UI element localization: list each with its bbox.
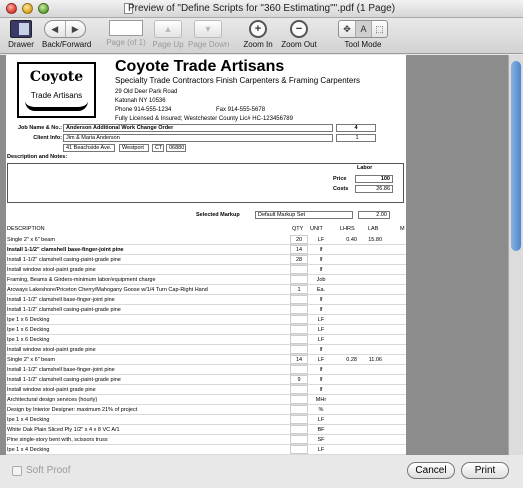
tool-mode-label: Tool Mode — [344, 40, 382, 49]
zoom-out-button[interactable] — [280, 20, 318, 49]
row-qty — [290, 405, 308, 414]
table-row — [6, 295, 406, 305]
license-line: Fully Licensed & Insured; Westchester County Lic# HC-123456789 — [115, 116, 293, 122]
row-description: Ipe 1 x 6 Decking — [7, 337, 50, 343]
table-row — [6, 385, 406, 395]
row-description: Install window stool-paint grade pine — [7, 387, 96, 393]
row-unit: LF — [317, 317, 325, 323]
row-qty — [290, 415, 308, 424]
table-row — [6, 375, 406, 385]
zoom-out-label: Zoom Out — [281, 40, 317, 49]
zoom-in-label: Zoom In — [243, 40, 273, 49]
row-description: Ipe 1 x 4 Decking — [7, 417, 50, 423]
print-button[interactable]: Print — [461, 462, 509, 479]
price-value: 100 — [355, 175, 393, 183]
row-qty: 14 — [290, 245, 308, 254]
row-unit: lf — [319, 297, 323, 303]
page-up-button[interactable] — [150, 20, 186, 49]
toolbar — [0, 18, 523, 54]
zip-field: 06880 — [166, 144, 186, 152]
row-qty: 9 — [290, 375, 308, 384]
table-row — [6, 445, 406, 455]
soft-proof-checkbox[interactable] — [12, 466, 22, 476]
row-lab: 15.80 — [368, 237, 382, 243]
row-qty — [290, 305, 308, 314]
page-down-label: Page Down — [188, 40, 230, 49]
selected-markup-label: Selected Markup — [196, 212, 240, 218]
row-unit: LF — [317, 337, 325, 343]
row-description: Single 2" x 6" beam — [7, 237, 55, 243]
row-qty — [290, 295, 308, 304]
row-unit: lf — [319, 307, 323, 313]
down-arrow-icon: ▼ — [194, 20, 222, 38]
row-qty: 28 — [290, 255, 308, 264]
row-lhrs: 0.40 — [346, 237, 357, 243]
table-row — [6, 415, 406, 425]
table-row — [6, 315, 406, 325]
back-forward-label: Back/Forward — [42, 40, 92, 49]
row-unit: BF — [317, 427, 325, 433]
row-description: Framing, Beams & Girders-minimum labor/equipment charge — [7, 277, 156, 283]
up-arrow-icon: ▲ — [154, 20, 182, 38]
row-description: Arcways Lakeshore/Priceton Cherry/Mahogany Goose w/1/4 Turn Cap-Right Hand — [7, 287, 208, 293]
row-unit: Job — [316, 277, 326, 283]
table-row — [6, 255, 406, 265]
title-bar — [0, 0, 523, 18]
scroll-thumb[interactable] — [511, 61, 521, 251]
table-row — [6, 355, 406, 365]
client-number-field: 1 — [336, 134, 376, 142]
job-number-field: 4 — [336, 124, 376, 132]
row-qty — [290, 265, 308, 274]
labor-header: Labor — [357, 165, 373, 171]
row-unit: lf — [319, 267, 323, 273]
row-description: Install 1-1/2" clamshell casing-paint-grade pine — [7, 307, 121, 313]
row-qty — [290, 425, 308, 434]
table-row — [6, 425, 406, 435]
page-of-label: Page (of 1) — [106, 38, 146, 47]
phone-line: Phone 914-555-1234 — [115, 107, 172, 113]
back-forward-control[interactable] — [42, 20, 92, 49]
row-description: Install 1-1/2" clamshell base-finger-joint pine — [7, 297, 115, 303]
fax-line: Fax 914-555-5678 — [216, 107, 266, 113]
row-description: Ipe 1 x 4 Decking — [7, 447, 50, 453]
drawer-icon — [10, 20, 32, 38]
cancel-button[interactable]: Cancel — [407, 462, 455, 479]
soft-proof-label: Soft Proof — [26, 465, 71, 476]
city-field: Westport — [119, 144, 149, 152]
price-label: Price — [333, 176, 347, 182]
costs-value: 26.86 — [355, 185, 393, 193]
page-up-label: Page Up — [152, 40, 184, 49]
row-qty — [290, 315, 308, 324]
table-row — [6, 365, 406, 375]
row-description: Install window stool-paint grade pine — [7, 267, 96, 273]
tool-mode-control[interactable] — [338, 20, 388, 49]
vertical-scrollbar[interactable] — [508, 55, 523, 455]
row-unit: lf — [319, 247, 323, 253]
row-unit: lf — [319, 377, 323, 383]
row-qty: 1 — [290, 285, 308, 294]
select-tool-icon[interactable]: ⬚ — [371, 21, 387, 37]
row-description: Ipe 1 x 6 Decking — [7, 327, 50, 333]
row-description: Architectural design services (hourly) — [7, 397, 98, 403]
row-description: Ipe 1 x 6 Decking — [7, 317, 50, 323]
table-row — [6, 245, 406, 255]
logo-swoosh — [25, 101, 88, 111]
cost-summary — [331, 163, 404, 203]
back-forward-segment — [44, 20, 86, 38]
row-qty — [290, 335, 308, 344]
row-unit: lf — [319, 367, 323, 373]
table-row — [6, 275, 406, 285]
logo-subtitle: Trade Artisans — [30, 91, 83, 100]
row-description: Install 1-1/2" clamshell casing-paint-grade pine — [7, 377, 121, 383]
row-description: Install window stool-paint grade pine — [7, 347, 96, 353]
row-qty — [290, 435, 308, 444]
row-qty — [290, 345, 308, 354]
markup-set-field: Default Markup Set — [255, 211, 353, 219]
zoom-in-button[interactable] — [240, 20, 276, 49]
pdf-page — [6, 55, 406, 455]
row-unit: LF — [317, 417, 325, 423]
state-field: CT — [152, 144, 164, 152]
zoom-out-icon: − — [290, 20, 308, 38]
window-title: Preview of "Define Scripts for "360 Estimating"".pdf (1 Page) — [127, 3, 396, 14]
row-unit: lf — [319, 257, 323, 263]
row-lab: 11.06 — [368, 357, 382, 363]
row-unit: % — [318, 407, 324, 413]
row-unit: LF — [317, 357, 325, 363]
row-qty: 20 — [290, 235, 308, 244]
row-description: Install 1-1/2" clamshell base-finger-joint pine — [7, 247, 124, 253]
row-qty — [290, 395, 308, 404]
text-tool-icon[interactable]: A — [355, 21, 371, 37]
page-down-button[interactable] — [188, 20, 228, 49]
markup-value-field: 2.00 — [358, 211, 390, 219]
col-lab: LAB — [368, 226, 379, 232]
table-row — [6, 395, 406, 405]
forward-arrow-icon[interactable]: ▶ — [65, 21, 86, 37]
row-unit: SF — [317, 437, 325, 443]
col-lhrs: LHRS — [340, 226, 355, 232]
tool-mode-segment — [338, 20, 388, 38]
row-description: Single 2" x 6" beam — [7, 357, 55, 363]
table-row — [6, 345, 406, 355]
row-description: Design by Interior Designer: maximum 21% of project — [7, 407, 138, 413]
zoom-in-icon: + — [249, 20, 267, 38]
row-unit: LF — [317, 237, 325, 243]
row-unit: lf — [319, 387, 323, 393]
row-qty — [290, 445, 308, 454]
row-qty: 14 — [290, 355, 308, 364]
row-unit: Ea. — [316, 287, 326, 293]
table-row — [6, 435, 406, 445]
row-qty — [290, 365, 308, 374]
row-unit: LF — [317, 447, 325, 453]
row-description: Install 1-1/2" clamshell casing-paint-grade pine — [7, 257, 121, 263]
col-qty: QTY — [292, 226, 304, 232]
street-field: 41 Beachside Ave. — [63, 144, 115, 152]
row-unit: lf — [319, 347, 323, 353]
page-number-control[interactable] — [104, 20, 148, 47]
row-description: Install 1-1/2" clamshell base-finger-joint pine — [7, 367, 115, 373]
row-qty — [290, 325, 308, 334]
table-row — [6, 325, 406, 335]
table-row — [6, 265, 406, 275]
client-name-field: Jim & Maria Anderson — [63, 134, 333, 142]
specialty-line: Specialty Trade Contractors Finish Carpenters & Framing Carpenters — [115, 76, 360, 85]
print-dialog-footer — [0, 455, 523, 488]
description-notes-label: Description and Notes: — [7, 154, 68, 160]
move-tool-icon[interactable]: ✥ — [343, 23, 351, 34]
drawer-label: Drawer — [8, 40, 34, 49]
row-lhrs: 0.28 — [346, 357, 357, 363]
job-name-label: Job Name & No.: — [17, 125, 62, 131]
page-number-input[interactable] — [109, 20, 143, 36]
col-m: M — [400, 226, 405, 232]
soft-proof-option[interactable] — [12, 465, 70, 476]
back-arrow-icon[interactable]: ◀ — [51, 23, 59, 34]
table-row — [6, 235, 406, 245]
row-qty — [290, 275, 308, 284]
company-logo — [17, 62, 96, 118]
row-description: White Oak Plain Sliced Ply 1/2" x 4 x 8 VC A/1 — [7, 427, 120, 433]
company-name: Coyote Trade Artisans — [115, 58, 285, 75]
row-unit: MHr — [315, 397, 327, 403]
document-viewer[interactable] — [0, 55, 523, 455]
row-description: Pine single-story bent with, scissors truss — [7, 437, 108, 443]
job-name-field: Anderson Additional Work Change Order — [63, 124, 333, 132]
row-qty — [290, 385, 308, 394]
col-description: DESCRIPTION — [7, 226, 45, 232]
col-unit: UNIT — [310, 226, 323, 232]
row-unit: LF — [317, 327, 325, 333]
costs-label: Costs — [333, 186, 349, 192]
table-row — [6, 285, 406, 295]
drawer-button[interactable] — [6, 20, 36, 49]
client-info-label: Client Info: — [33, 135, 62, 141]
logo-name: Coyote — [29, 69, 84, 85]
table-row — [6, 335, 406, 345]
address-line-1: 29 Old Deer Park Road — [115, 89, 178, 95]
table-row — [6, 405, 406, 415]
table-row — [6, 305, 406, 315]
address-line-2: Katonah NY 10536 — [115, 98, 166, 104]
